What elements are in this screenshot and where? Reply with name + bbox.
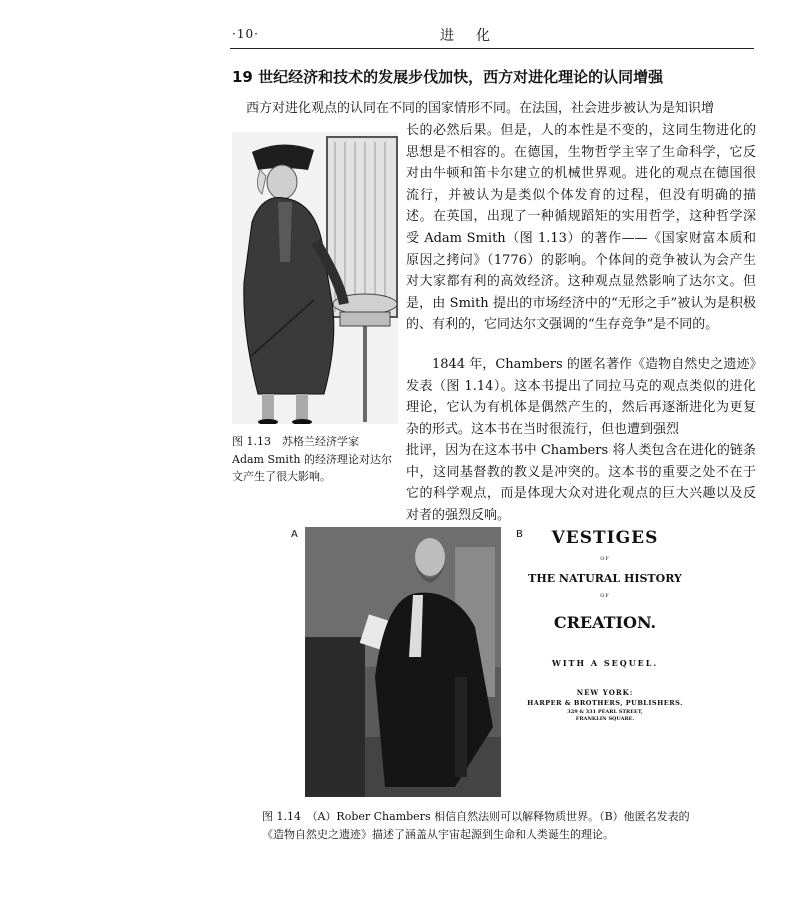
figure-1-14-caption (262, 808, 742, 844)
title-page-sequel: WITH A SEQUEL. (551, 658, 659, 668)
title-page-new-york: NEW YORK: (576, 688, 634, 697)
title-page-square: FRANKLIN SQUARE. (575, 716, 635, 722)
robert-chambers-photo (305, 527, 501, 797)
page-number: ·10· (232, 27, 259, 41)
paragraph-2-rest: 批评，因为在这本书中 Chambers 将人类包含在进化的链条中，这同基督教的教义是冲突的。这本书的重要之处不在于它的科学观点，而是体现大众对进化观点的巨大兴趣以及反对者的强烈反响。 (406, 443, 756, 523)
paragraph-1-rest: 长的必然后果。但是，人的本性是不变的，这同生物进化的思想是不相容的。在德国，生物哲学主宰了生命科学，它反对由牛顿和笛卡尔建立的机械世界观。进化的观点在德国很流行，并被认为是类似个体发育的过程，但没有明确的描述。在英国，出现了一种循规蹈矩的实用哲学，这种哲学深受 Adam Smith（图 1.13）的著作——《国家财富本质和原因之拷问》（1776）的影响。个体间的竞争被认为会产生对大家都有利的高效经济。这种观点显然影响了达尔文。但是，由 Smith 提出的市场经济中的“无形之手”被认为是积极的、有利的，它同达尔文强调的“生存竞争”是不同的。 (406, 123, 756, 333)
figure-1-14-caption-line-2: 《造物自然史之遗迹》描述了涵盖从宇宙起源到生命和人类诞生的理论。 (262, 828, 614, 841)
running-title: 进化 (440, 28, 512, 44)
paragraph-1-first-line: 西方对进化观点的认同在不同的国家情形不同。在法国，社会进步被认为是知识增 (246, 101, 715, 116)
title-page-vestiges: VESTIGES (551, 528, 659, 548)
section-heading: 19 世纪经济和技术的发展步伐加快，西方对进化理论的认同增强 (232, 68, 664, 86)
title-page-creation: CREATION. (553, 613, 657, 632)
paragraph-2: 1844 年，Chambers 的匿名著作《造物自然史之遗迹》发表（图 1.14）。这本书提出了同拉马克的观点类似的进化理论，它认为有机体是偶然产生的，然后再逐渐进化为更复杂的形式。这本书在当时很流行，但也遭到强烈 (406, 357, 756, 437)
title-page-address: 329 & 331 PEARL STREET, (567, 709, 643, 715)
vestiges-title-page (510, 525, 700, 722)
figure-1-13-caption: 图 1.13 苏格兰经济学家 Adam Smith 的经济理论对达尔文产生了很大影响。 (232, 435, 392, 483)
figure-label-b: B (516, 529, 523, 540)
title-page-of-2: OF (600, 593, 610, 599)
adam-smith-portrait (232, 132, 398, 424)
title-page-publisher: HARPER & BROTHERS, PUBLISHERS. (527, 699, 683, 707)
header-rule (230, 48, 754, 49)
title-page-natural-history: THE NATURAL HISTORY (528, 572, 682, 585)
figure-1-14-caption-line-1: 图 1.14 （A）Rober Chambers 相信自然法则可以解释物质世界。（B）他匿名发表的 (262, 810, 690, 823)
figure-label-a: A (291, 529, 298, 540)
title-page-of-1: OF (600, 556, 610, 562)
